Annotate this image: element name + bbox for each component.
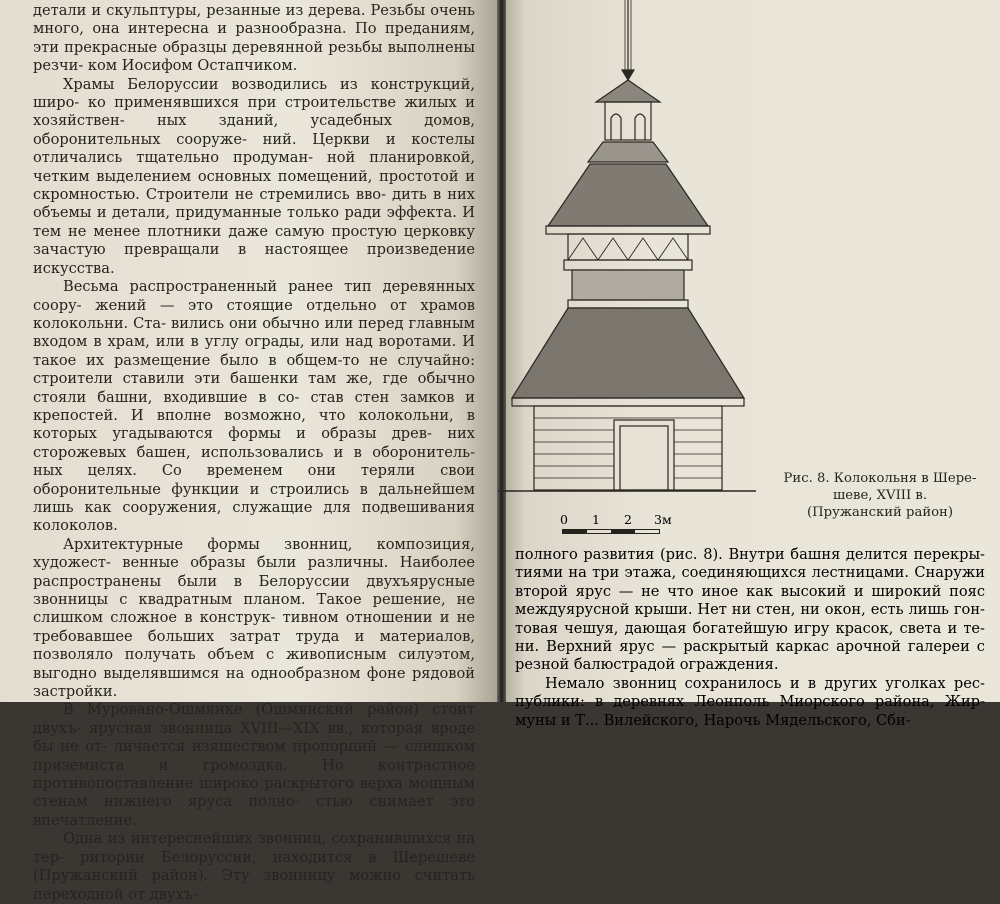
text-line: резной балюстрадой ограждения. [515, 656, 779, 674]
scale-bar-graphic [562, 529, 660, 534]
text-line: были в Белоруссии двухъярусные звонницы с квадратным [33, 572, 475, 608]
belfry-drawing [498, 0, 758, 510]
text-line: тиями на три этажа, соединяющихся лестницами. Снаружи [515, 564, 985, 582]
text-line: В Мурованo-Ошмянке (Ошмянский район) стоит двухъ- [33, 701, 475, 737]
text-line: Весьма распространенный ранее тип деревянных соору- [33, 278, 475, 314]
text-line: ни. Верхний ярус — раскрытый каркас арочной галереи с [515, 638, 985, 656]
text-line: планом. Такое решение, не слишком сложное в конструк- [33, 591, 476, 627]
paragraph [33, 76, 475, 278]
text-line: ных зданий, усадебных домов, оборонительных сооруже- [33, 112, 476, 148]
paragraph [33, 830, 475, 904]
scale-bar [560, 512, 680, 540]
text-line: венные образы были различны. Наиболее распространены [33, 554, 475, 590]
text-line: раскрытого верха мощным стенам нижнего яруса полно- [33, 775, 475, 811]
text-line: междуярусной крыши. Нет ни стен, ни окон, есть лишь гон- [515, 601, 985, 619]
scale-label-0: 0 [560, 512, 568, 527]
text-line: ритории Белоруссии, находится в Шерешеве (Пружанский [33, 848, 476, 885]
text-line: стью снимает это впечатление. [33, 793, 475, 829]
text-line: функции и строились в дальнейшем лишь как сооружения, [33, 480, 475, 516]
scale-label-3: 3м [654, 512, 672, 527]
text-line: колокольни, в которых угадываются формы и образы древ- [33, 406, 475, 443]
text-line: рядовой застройки. [33, 664, 476, 701]
text-line: вились они обычно или перед главным входом в храм, или [33, 314, 476, 351]
text-line: Одна из интереснейших звонниц, сохранившихся на тер- [33, 830, 475, 866]
text-line: Храмы Белоруссии возводились из конструкций, широ- [33, 75, 475, 112]
text-line: ний. Церкви и костелы отличались тщательно продуман- [33, 130, 475, 167]
text-line: церковку зачастую превращали в настоящее произведение [33, 222, 475, 259]
text-line: много, она интересна и разнообразна. По преданиям, эти [33, 20, 475, 56]
text-line: силуэтом, выгодно выделявшимся на однообразном фоне [33, 646, 475, 682]
text-line: башенки там же, где обычно стояли башни, входившие в со- [33, 370, 476, 406]
scale-label-2: 2 [624, 512, 632, 527]
paragraph [33, 2, 475, 76]
text-line: товая чешуя, дающая богатейшую игру красок, света и те- [515, 619, 985, 637]
paragraph [515, 675, 985, 730]
text-line: и материалов, позволяло получать объем с живописным [33, 627, 476, 664]
text-line: искусства. [33, 259, 115, 277]
text-line: Архитектурные формы звонниц, композиция, художест- [33, 535, 475, 572]
text-line: район). Эту звонницу можно считать переходной от двухъ- [33, 867, 476, 903]
paragraph [33, 536, 475, 702]
text-line: полного развития (рис. 8). Внутри башня делится перекры- [515, 546, 985, 563]
caption-line: Рис. 8. Колокольня в Шере- [783, 471, 977, 486]
text-line: ной планировкой, четким выделением основных помещений, [33, 149, 475, 185]
text-line: публики: в деревнях Леонполь Миорского района, Жир- [515, 693, 985, 711]
text-line: муны и Т... Вилейского, Нарочь Мядельского, Сби- [515, 711, 911, 729]
text-line: было в общем-то не случайно: строители ставили эти [33, 351, 476, 388]
text-line: в углу ограды, или над воротами. И такое их размещение [33, 333, 476, 369]
right-page-text [515, 546, 985, 730]
paragraph [33, 701, 475, 830]
text-line: служащие для подвешивания колоколов. [33, 498, 475, 535]
paragraph [515, 546, 985, 675]
text-line: ком Иосифом Остапчиком. [87, 57, 298, 75]
text-line: ко применявшихся при строительстве жилых и хозяйствен- [33, 94, 476, 130]
text-line: простотой и скромностью. Строители не стремились вво- [33, 167, 476, 204]
text-line: дить в них объемы и детали, придуманные только ради [33, 186, 475, 222]
scale-label-1: 1 [592, 512, 600, 527]
text-line: Немало звонниц сохранилось и в других уголках рес- [545, 674, 985, 692]
text-line: жений — это стоящие отдельно от храмов колокольни. Ста- [33, 296, 476, 332]
figure-caption [780, 470, 980, 521]
text-line: ных целях. Со временем они теряли свои оборонительные [33, 462, 475, 498]
text-line: тивном отношении и не требовавшее больших затрат труда [33, 609, 475, 645]
text-line: детали и скульптуры, резанные из дерева. Резьбы очень [33, 2, 475, 19]
text-line: громоздка. Но контрастное противопоставление широко [33, 756, 475, 793]
text-line: став стен замков и крепостей. И вполне возможно, что [33, 388, 476, 424]
left-page [0, 0, 497, 903]
caption-line: шеве, XVIII в. [832, 488, 928, 503]
paragraph [33, 278, 475, 536]
text-line: второй ярус — не что иное как высокий и широкий пояс [515, 582, 985, 600]
caption-line: (Пружанский район) [807, 505, 953, 520]
text-line: прекрасные образцы деревянной резьбы выполнены резчи- [33, 38, 476, 75]
text-line: личается изяществом пропорций — слишком приземиста и [33, 738, 475, 774]
left-page-text [33, 2, 475, 904]
text-line: эффекта. И тем не менее плотники даже самую простую [33, 204, 475, 240]
text-line: ярусная звонница XVIII—XIX вв., которая вроде бы не от- [33, 719, 475, 756]
text-line: них сторожевых башен, использовались и в оборонитель- [33, 425, 475, 461]
